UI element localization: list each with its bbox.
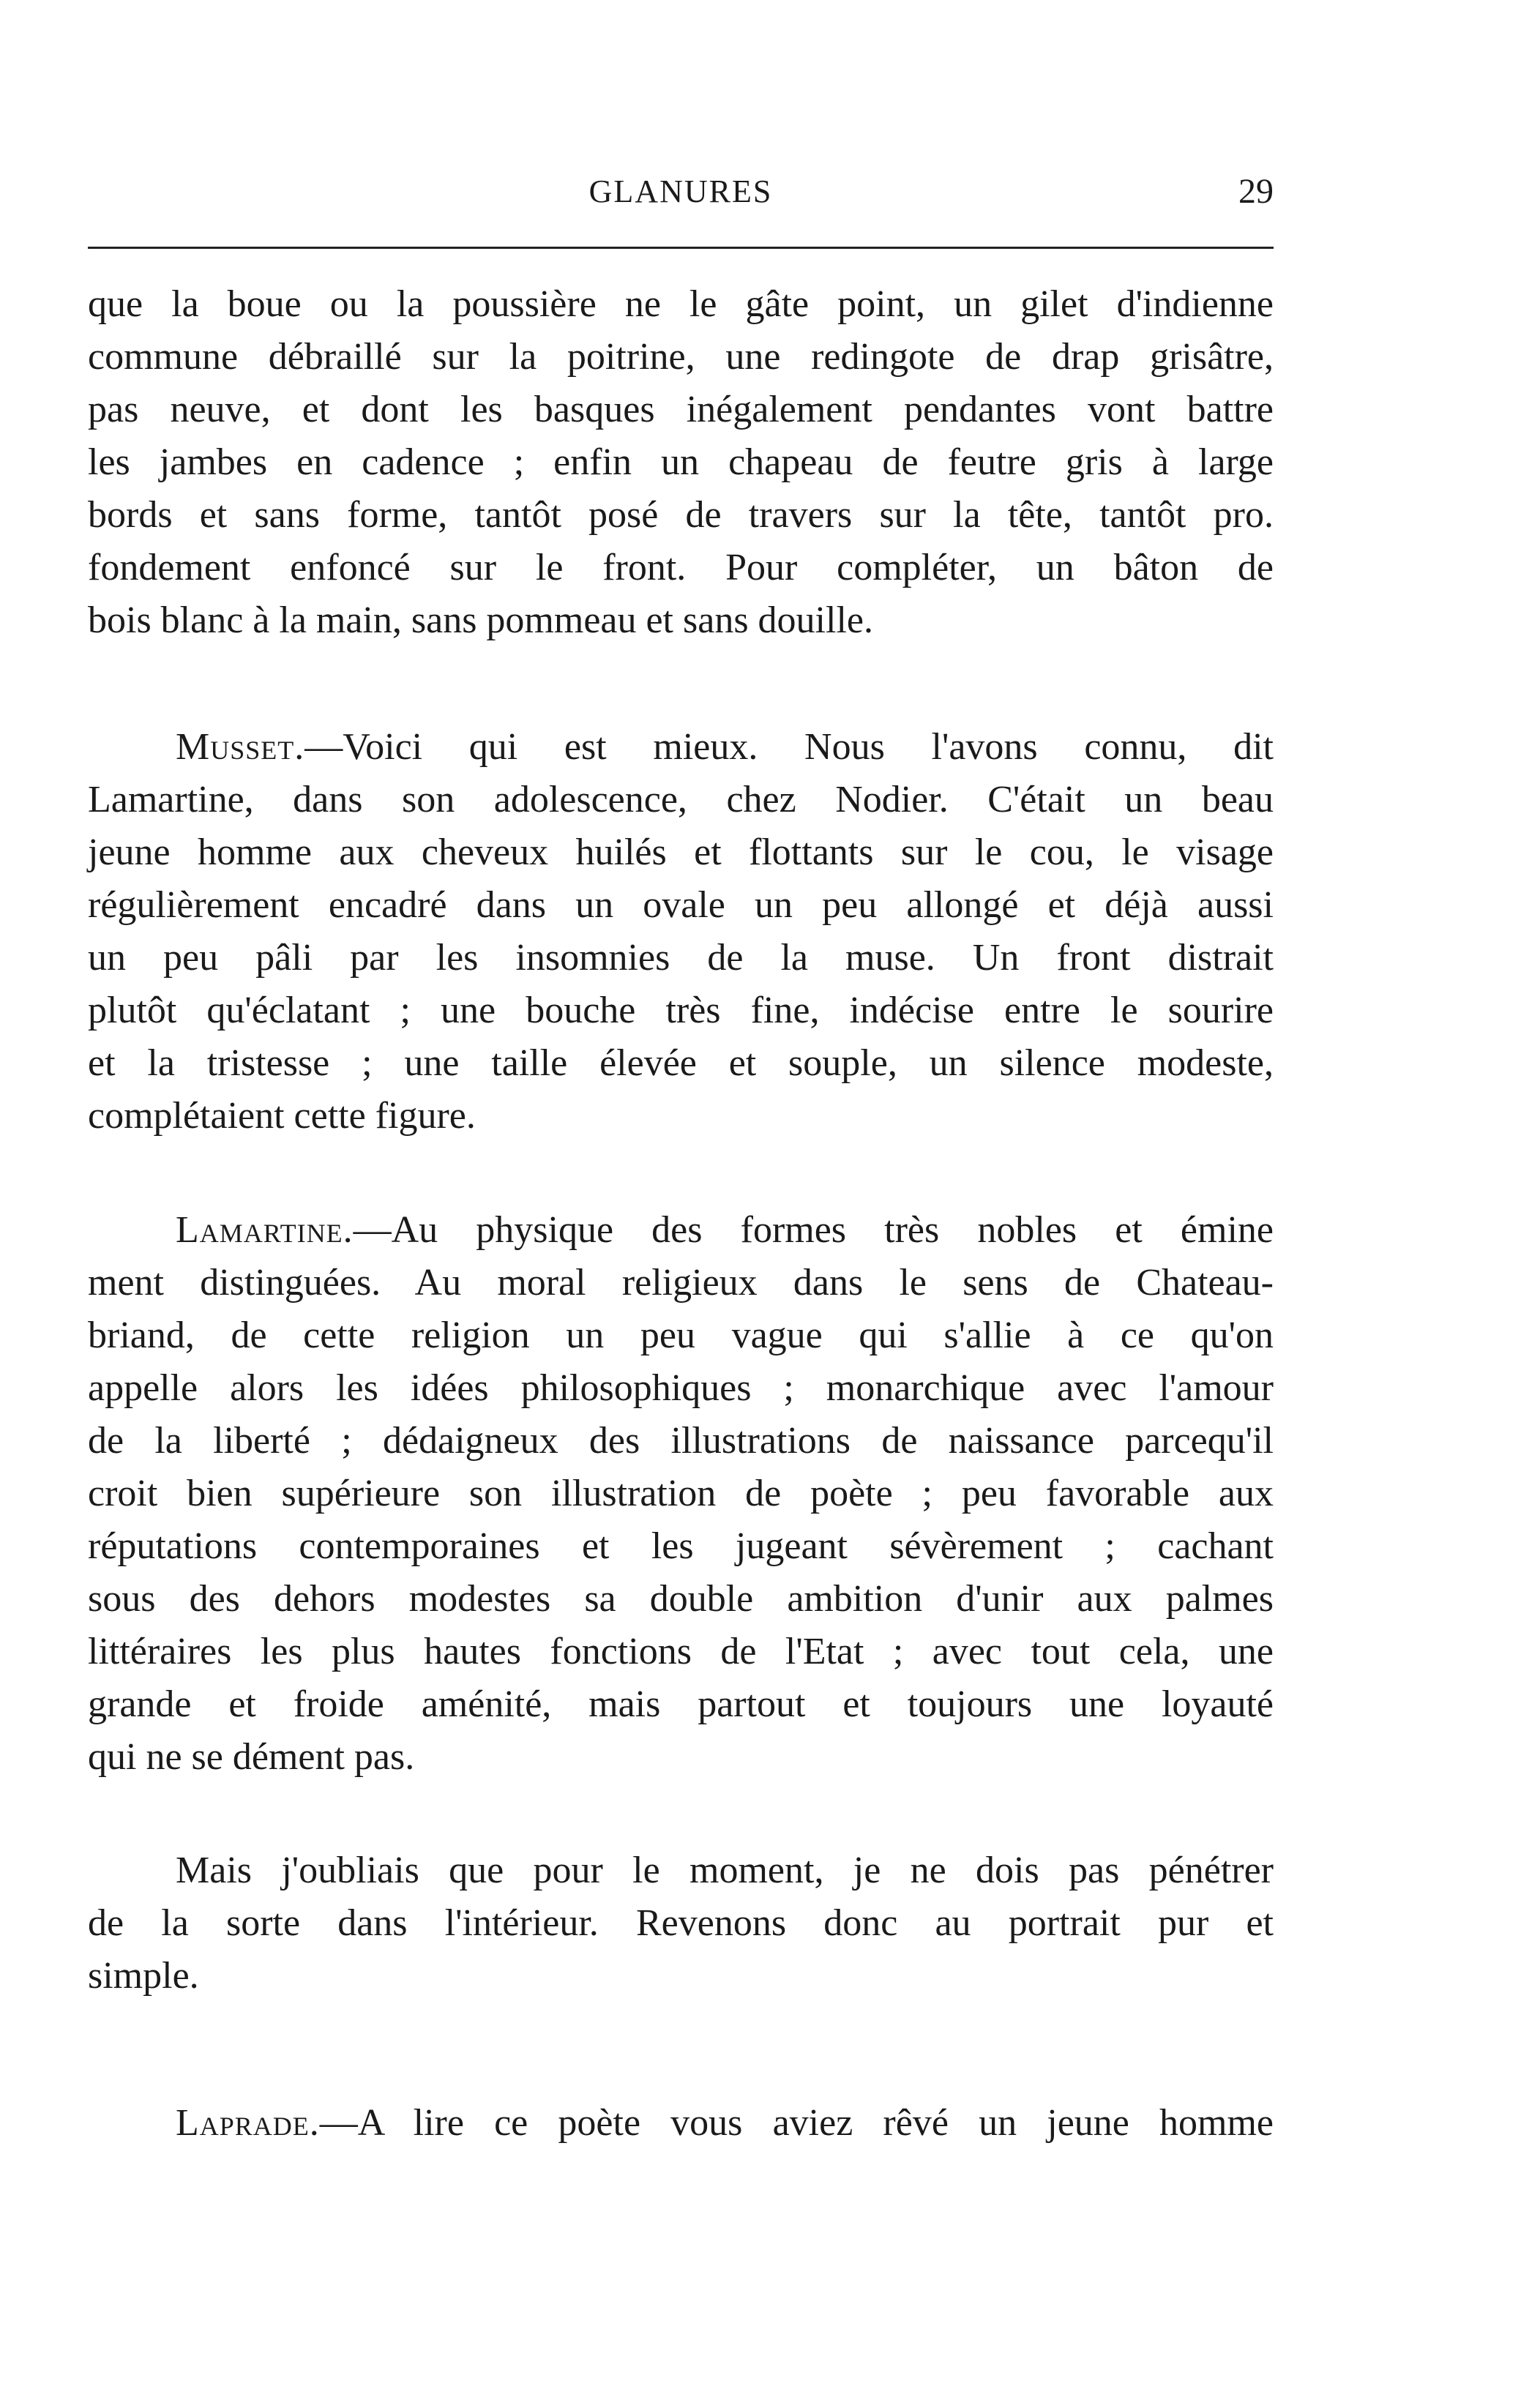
- text-line-rest: —Au physique des formes très nobles et émine: [353, 1209, 1274, 1251]
- text-line: qui ne se dément pas.: [88, 1736, 415, 1778]
- text-line-rest: —A lire ce poète vous aviez rêvé un jeune homme: [319, 2102, 1274, 2144]
- text-line: réputations contemporaines et les jugeant sévèrement ; cachant: [88, 1525, 1274, 1567]
- text-line: et la tristesse ; une taille élevée et souple, un silence modeste,: [88, 1042, 1274, 1084]
- text-line: bois blanc à la main, sans pommeau et sans douille.: [88, 599, 873, 641]
- text-line: sous des dehors modestes sa double ambition d'unir aux palmes: [88, 1578, 1274, 1620]
- page-header: [88, 170, 1274, 221]
- text-line: régulièrement encadré dans un ovale un peu allongé et déjà aussi: [88, 884, 1274, 926]
- text-line: Lamartine, dans son adolescence, chez Nodier. C'était un beau: [88, 779, 1274, 820]
- paragraph-laprade: [88, 2097, 1274, 2150]
- text-line: [88, 1204, 1274, 1257]
- text-line: fondement enfoncé sur le front. Pour compléter, un bâton de: [88, 547, 1274, 588]
- text-line: de la liberté ; dédaigneux des illustrations de naissance parcequ'il: [88, 1420, 1274, 1462]
- text-line-rest: —Voici qui est mieux. Nous l'avons connu, dit: [304, 726, 1274, 768]
- running-title: GLANURES: [588, 173, 773, 209]
- text-line: complétaient cette figure.: [88, 1095, 476, 1137]
- text-line: grande et froide aménité, mais partout et toujours une loyauté: [88, 1683, 1274, 1725]
- text-line: [88, 2097, 1274, 2150]
- text-line: jeune homme aux cheveux huilés et flottants sur le cou, le visage: [88, 831, 1274, 873]
- paragraph-continuation: [88, 278, 1274, 647]
- speaker-name: Musset.: [176, 726, 305, 768]
- speaker-name: Laprade.: [176, 2102, 320, 2144]
- text-line: bords et sans forme, tantôt posé de travers sur la tête, tantôt pro.: [88, 494, 1274, 536]
- text-line: simple.: [88, 1955, 199, 1997]
- text-line: [88, 721, 1274, 774]
- text-line: les jambes en cadence ; enfin un chapeau de feutre gris à large: [88, 441, 1274, 483]
- paragraph-lamartine: [88, 1204, 1274, 1784]
- text-line: littéraires les plus hautes fonctions de l'Etat ; avec tout cela, une: [88, 1631, 1274, 1672]
- speaker-name: Lamartine.: [176, 1209, 354, 1251]
- text-line: briand, de cette religion un peu vague qui s'allie à ce qu'on: [88, 1315, 1274, 1356]
- text-line: plutôt qu'éclatant ; une bouche très fine, indécise entre le sourire: [88, 990, 1274, 1031]
- text-line: croit bien supérieure son illustration de poète ; peu favorable aux: [88, 1473, 1274, 1514]
- text-line: que la boue ou la poussière ne le gâte point, un gilet d'indienne: [88, 283, 1274, 325]
- text-line: ment distinguées. Au moral religieux dans le sens de Chateau-: [88, 1262, 1274, 1304]
- page-number: 29: [1238, 172, 1274, 211]
- paragraph-musset: [88, 721, 1274, 1143]
- text-line: un peu pâli par les insomnies de la muse. Un front distrait: [88, 937, 1274, 979]
- text-line: de la sorte dans l'intérieur. Revenons donc au portrait pur et: [88, 1902, 1274, 1944]
- text-line: appelle alors les idées philosophiques ; monarchique avec l'amour: [88, 1367, 1274, 1409]
- paragraph-transition: [88, 1844, 1274, 2003]
- text-line: pas neuve, et dont les basques inégalement pendantes vont battre: [88, 389, 1274, 430]
- text-line: commune débraillé sur la poitrine, une redingote de drap grisâtre,: [88, 336, 1274, 378]
- header-rule: [88, 247, 1274, 249]
- text-line: Mais j'oubliais que pour le moment, je ne dois pas pénétrer: [176, 1850, 1274, 1891]
